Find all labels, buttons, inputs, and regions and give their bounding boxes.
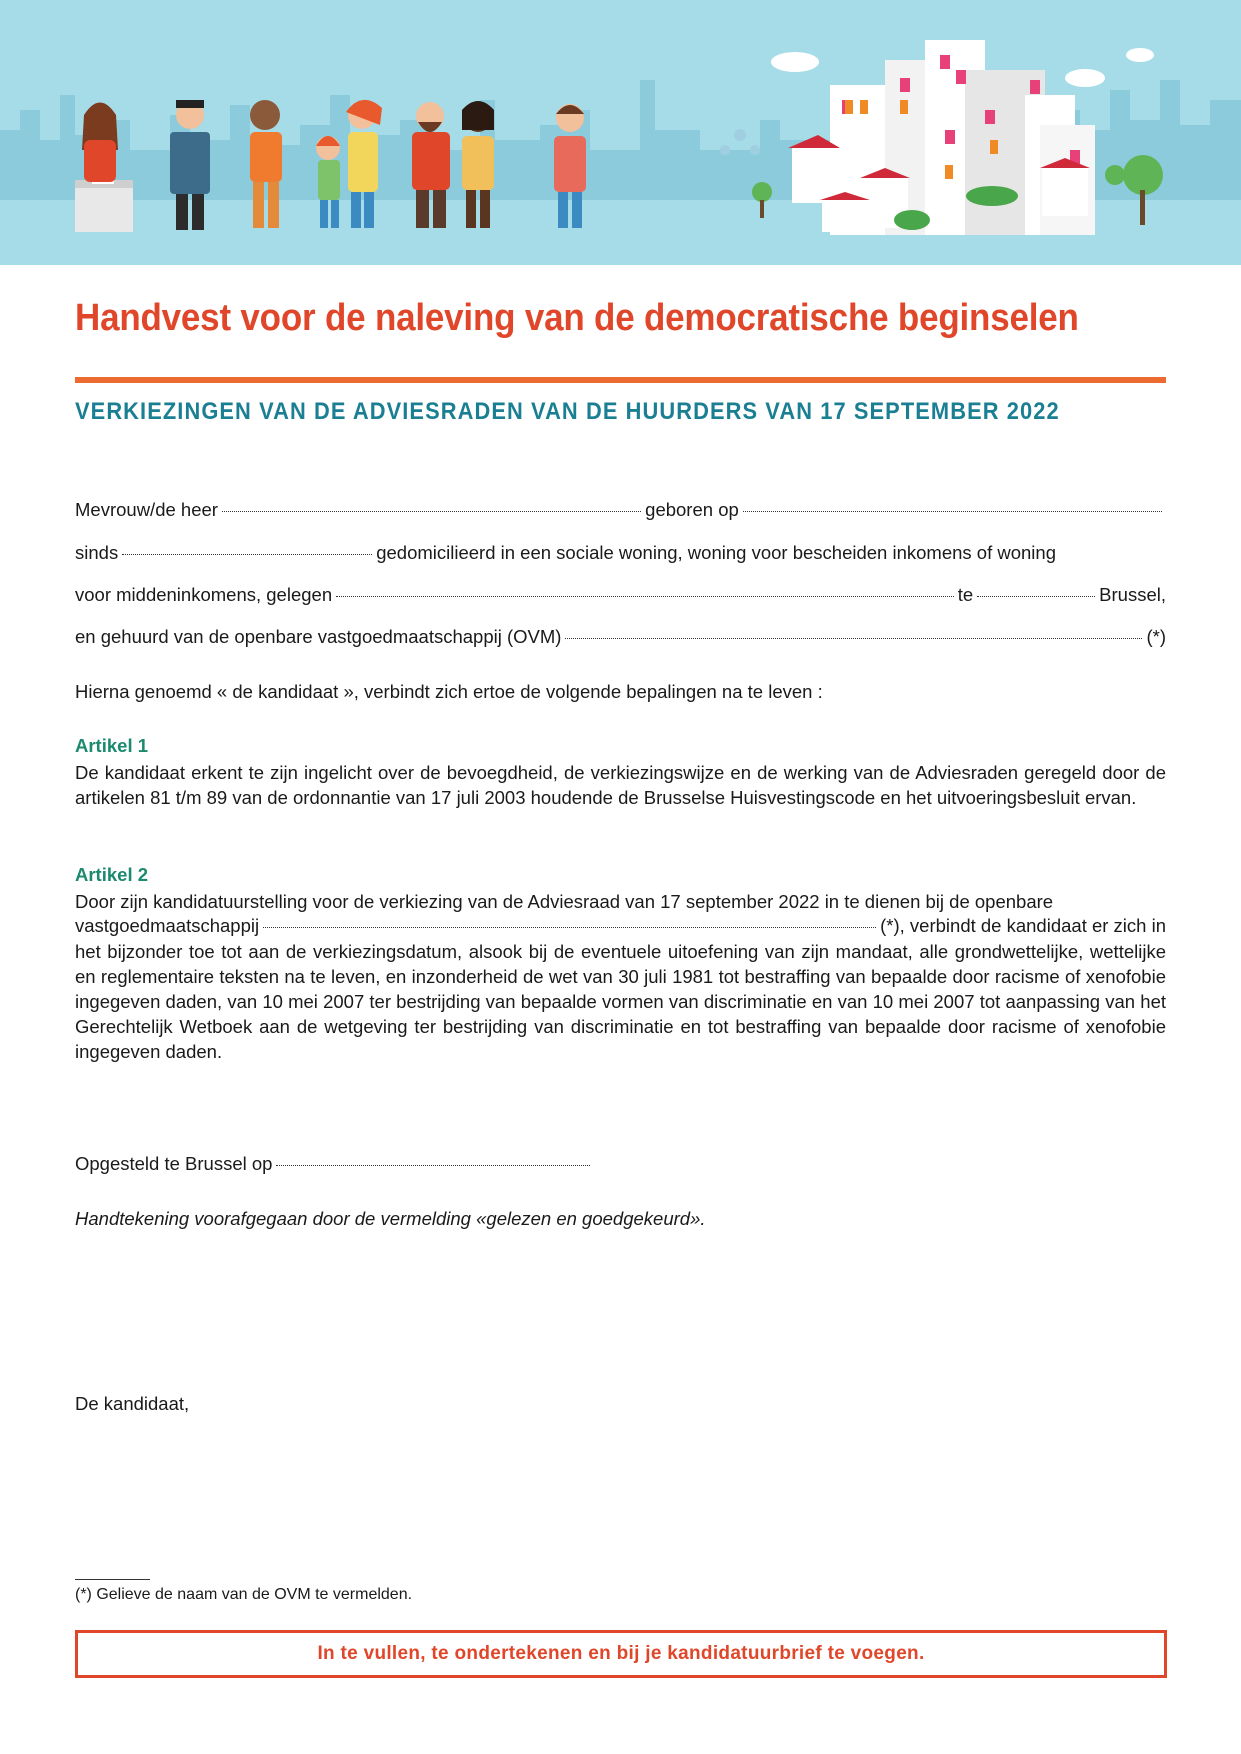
label-birthdate: geboren op (645, 499, 739, 520)
label-located: voor middeninkomens, gelegen (75, 584, 333, 605)
form-line-address (75, 583, 1166, 607)
form-line-name (75, 498, 1166, 522)
municipality-field[interactable] (977, 596, 1095, 597)
label-te: te (957, 584, 974, 605)
label-brussel: Brussel, (1099, 584, 1166, 605)
date-field[interactable] (276, 1165, 590, 1166)
label-vastgoed: vastgoedmaatschappij (75, 915, 260, 936)
form-line-ovm (75, 625, 1166, 649)
article-2-text: het bijzonder toe tot aan de verkiezingsdatum, alsook bij de eventuele uitoefening van zijn mandaat, alle grondwettelijke, wettelijke en reglementaire teksten na te leven, en inzonderheid de wet van 30 juli 1981 tot bestraffing van bepaalde door racisme of xenofobie ingegeven daden, van 10 mei 2007 ter bestrijding van bepaalde vormen van discriminatie en van 10 mei 2007 tot aanpassing van het Gerechtelijk Wetboek aan de wetgeving ter bestrijding van discriminatie en tot bestraffing van bepaalde door racisme of xenofobie ingegeven daden. (75, 941, 1166, 1062)
article-2-heading: Artikel 2 (75, 864, 149, 885)
birthdate-field[interactable] (743, 511, 1162, 512)
article-2-ovm-field[interactable] (263, 927, 876, 928)
title-divider (75, 377, 1166, 383)
label-place-date: Opgesteld te Brussel op (75, 1153, 273, 1174)
signature-note: Handtekening voorafgegaan door de vermelding «gelezen en goedgekeurd». (75, 1208, 706, 1229)
instruction-notice-text: In te vullen, te ondertekenen en bij je kandidatuurbrief te voegen. (317, 1643, 925, 1664)
article-1-heading: Artikel 1 (75, 735, 149, 756)
label-verbindt: (*), verbindt de kandidaat er zich in (880, 915, 1166, 936)
footnote: (*) Gelieve de naam van de OVM te vermelden. (75, 1586, 413, 1603)
address-field[interactable] (336, 596, 954, 597)
label-name: Mevrouw/de heer (75, 499, 218, 520)
page-subtitle: VERKIEZINGEN VAN DE ADVIESRADEN VAN DE HUURDERS VAN 17 SEPTEMBER 2022 (75, 398, 1060, 425)
name-field[interactable] (222, 511, 641, 512)
article-2-line-1: Door zijn kandidatuurstelling voor de verkiezing van de Adviesraad van 17 september 2022 in te dienen bij de openbare (75, 891, 1054, 912)
ovm-field[interactable] (565, 638, 1142, 639)
label-domiciled: gedomicilieerd in een sociale woning, woning voor bescheiden inkomens of woning (376, 542, 1056, 563)
people-and-city-illustration (0, 0, 1241, 265)
page-title: Handvest voor de naleving van de democratische beginselen (75, 297, 1079, 339)
article-1-text: De kandidaat erkent te zijn ingelicht over de bevoegdheid, de verkiezingswijze en de werking van de Adviesraden geregeld door de artikelen 81 t/m 89 van de ordonnantie van 17 juli 2003 houdende de Brusselse Huisvestingscode en het uitvoeringsbesluit ervan. (75, 762, 1166, 808)
label-asterisk: (*) (1146, 626, 1166, 647)
footnote-divider (75, 1579, 150, 1580)
instruction-notice-box (75, 1630, 1167, 1678)
article-2-line-2 (75, 914, 1166, 938)
label-ovm: en gehuurd van de openbare vastgoedmaatschappij (OVM) (75, 626, 562, 647)
form-line-since (75, 541, 1166, 565)
candidate-label: De kandidaat, (75, 1393, 190, 1414)
intro-paragraph: Hierna genoemd « de kandidaat », verbindt zich ertoe de volgende bepalingen na te leven : (75, 681, 823, 702)
header-banner-illustration (0, 0, 1241, 265)
form-line-place-date (75, 1152, 1166, 1176)
label-since: sinds (75, 542, 119, 563)
since-field[interactable] (122, 554, 372, 555)
